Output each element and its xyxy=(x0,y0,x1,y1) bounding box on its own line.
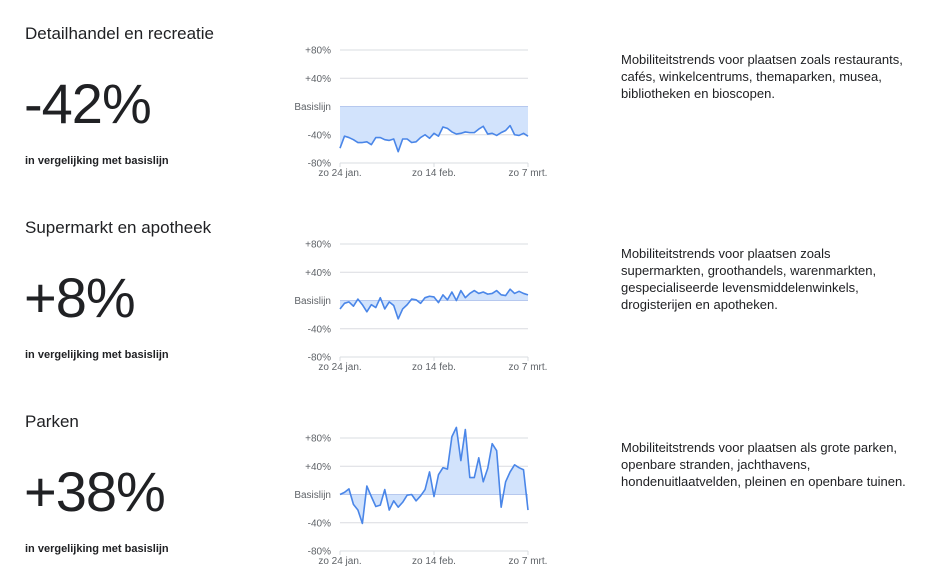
trend-chart xyxy=(280,232,550,382)
category-title: Supermarkt en apotheek xyxy=(25,218,212,237)
y-tick-label: -40% xyxy=(307,324,331,336)
x-tick-label: zo 14 feb. xyxy=(412,168,456,179)
category-title: Detailhandel en recreatie xyxy=(25,24,215,43)
percent-change: +38% xyxy=(24,460,165,523)
category-description: Mobiliteitstrends voor plaatsen zoals supermarkten, groothandels, warenmarkten, gespecialiseerde levensmiddelenwinkels, drogisterijen en apotheken. xyxy=(621,246,877,312)
area-fill xyxy=(340,427,528,523)
trend-chart xyxy=(280,426,550,576)
percent-change: -42% xyxy=(24,72,151,135)
x-tick-label: zo 7 mrt. xyxy=(508,362,548,373)
y-tick-label: Basislijn xyxy=(294,296,331,307)
category-description: Mobiliteitstrends voor plaatsen als grote parken, openbare stranden, jachthavens, hondenuitlaatvelden, pleinen en openbare tuinen. xyxy=(621,440,906,489)
comparison-label: in vergelijking met basislijn xyxy=(25,349,169,361)
category-description: Mobiliteitstrends voor plaatsen zoals restaurants, cafés, winkelcentrums, themaparken, musea, bibliotheken en bioscopen. xyxy=(621,52,903,101)
trend-line xyxy=(340,427,528,523)
trend-chart xyxy=(280,38,550,188)
y-tick-label: -80% xyxy=(307,352,331,364)
x-tick-label: zo 24 jan. xyxy=(318,556,362,567)
mobility-section-grocery xyxy=(0,194,933,388)
percent-change: +8% xyxy=(24,266,135,329)
x-tick-label: zo 7 mrt. xyxy=(508,556,548,567)
x-tick-label: zo 24 jan. xyxy=(318,362,362,373)
y-tick-label: +40% xyxy=(305,267,331,279)
x-tick-label: zo 7 mrt. xyxy=(508,168,548,179)
x-tick-label: zo 14 feb. xyxy=(412,556,456,567)
y-tick-label: +80% xyxy=(305,239,331,251)
y-tick-label: +80% xyxy=(305,45,331,57)
y-tick-label: +80% xyxy=(305,433,331,445)
comparison-label: in vergelijking met basislijn xyxy=(25,155,169,167)
area-fill xyxy=(340,107,528,152)
y-tick-label: -40% xyxy=(307,130,331,142)
y-tick-label: +40% xyxy=(305,73,331,85)
x-tick-label: zo 14 feb. xyxy=(412,362,456,373)
y-tick-label: -80% xyxy=(307,546,331,558)
y-tick-label: +40% xyxy=(305,461,331,473)
category-title: Parken xyxy=(25,412,79,431)
y-tick-label: -40% xyxy=(307,518,331,530)
y-tick-label: Basislijn xyxy=(294,102,331,113)
comparison-label: in vergelijking met basislijn xyxy=(25,543,169,555)
y-tick-label: Basislijn xyxy=(294,490,331,501)
mobility-section-parks xyxy=(0,388,933,582)
x-tick-label: zo 24 jan. xyxy=(318,168,362,179)
mobility-section-retail xyxy=(0,0,933,194)
y-tick-label: -80% xyxy=(307,158,331,170)
